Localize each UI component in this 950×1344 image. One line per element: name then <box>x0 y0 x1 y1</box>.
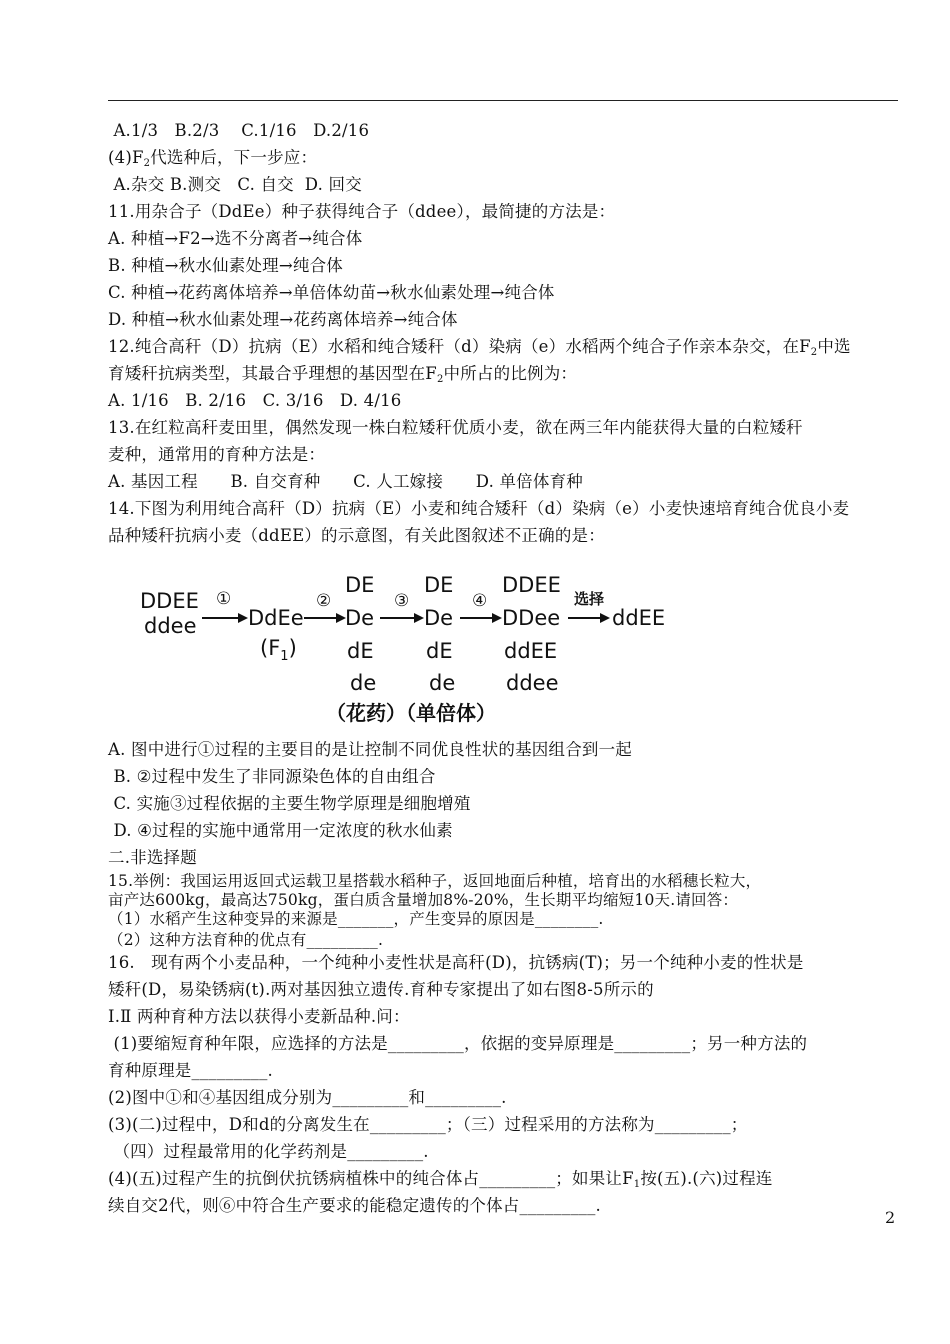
text-line: 续自交2代，则⑥中符合生产要求的能稳定遗传的个体占_________. <box>108 1196 601 1215</box>
parent-top: DDEE <box>140 589 199 613</box>
page-number: 2 <box>885 1208 896 1227</box>
text-line: (2)图中①和④基因组成分别为_________和_________. <box>108 1088 507 1107</box>
subscript: 1 <box>633 1179 641 1190</box>
text-line: A.杂交 B.测交 C. 自交 D. 回交 <box>108 175 362 194</box>
pollen-2: De <box>345 606 375 630</box>
haploid-2: De <box>424 606 454 630</box>
text-line <box>108 336 908 364</box>
doubled-1: DDEE <box>502 573 561 597</box>
text-line: C. 实施③过程依据的主要生物学原理是细胞增殖 <box>108 794 471 813</box>
text-line: D. 种植→秋水仙素处理→花药离体培养→纯合体 <box>108 310 458 329</box>
doubled-2: DDee <box>502 606 561 630</box>
text-line: 育种原理是_________. <box>108 1061 273 1080</box>
haploid-3: dE <box>426 639 453 663</box>
text-line: (3)(二)过程中，D和d的分离发生在_________；（三）过程采用的方法称为_________； <box>108 1115 748 1134</box>
subscript: 2 <box>810 347 818 358</box>
line-text-before-subscript: (4)(五)过程产生的抗倒伏抗锈病植株中的纯合体占_________；如果让F <box>108 1169 634 1188</box>
text-line: 11.用杂合子（DdEe）种子获得纯合子（ddee），最简捷的方法是： <box>108 202 616 221</box>
text-line: C. 种植→花药离体培养→单倍体幼苗→秋水仙素处理→纯合体 <box>108 283 555 302</box>
text-line: （四）过程最常用的化学药剂是_________. <box>108 1142 429 1161</box>
text-line: 品种矮秆抗病小麦（ddEE）的示意图，有关此图叙述不正确的是： <box>108 526 605 545</box>
text-line: 亩产达600kg，最高达750kg，蛋白质含量增加8%-20%，生长期平均缩短10天.请回答： <box>108 891 739 909</box>
pollen-3: dE <box>347 639 374 663</box>
select-label: 选择 <box>574 590 605 608</box>
arrow-3-head <box>414 613 424 623</box>
text-line: 16. 现有两个小麦品种，一个纯种小麦性状是高秆(D)，抗锈病(T)；另一个纯种小麦的性状是 <box>108 953 804 972</box>
text-line: A.1/3 B.2/3 C.1/16 D.2/16 <box>108 121 370 140</box>
line-text-before-subscript: 12.纯合高秆（D）抗病（E）水稻和纯合矮秆（d）染病（e）水稻两个纯合子作亲本杂交，在F <box>108 337 811 356</box>
text-line: A. 基因工程 B. 自交育种 C. 人工嫁接 D. 单倍体育种 <box>108 472 583 491</box>
text-line: B. ②过程中发生了非同源染色体的自由组合 <box>108 767 436 786</box>
doubled-3: ddEE <box>504 639 558 663</box>
text-line <box>108 1168 908 1196</box>
line-text-before-subscript: 育矮秆抗病类型，其最合乎理想的基因型在F <box>108 364 437 383</box>
result-genotype: ddEE <box>612 606 666 630</box>
step-4-marker: ④ <box>472 591 488 611</box>
parent-bottom: ddee <box>144 614 197 638</box>
haploid-1: DE <box>424 573 454 597</box>
line-text-after-subscript: 代选种后，下一步应： <box>150 148 318 167</box>
text-line: 麦种，通常用的育种方法是： <box>108 445 326 464</box>
text-line: （2）这种方法育种的优点有_________. <box>108 931 384 949</box>
text-line: A. 种植→F2→选不分离者→纯合体 <box>108 229 363 248</box>
pollen-4: de <box>350 671 377 695</box>
text-line: A. 图中进行①过程的主要目的是让控制不同优良性状的基因组合到一起 <box>108 740 633 759</box>
arrow-4-head <box>492 613 502 623</box>
text-line: Ⅰ.Ⅱ 两种育种方法以获得小麦新品种.问： <box>108 1007 410 1026</box>
text-line <box>108 147 908 175</box>
doubled-4: ddee <box>506 671 559 695</box>
text-line: (1)要缩短育种年限，应选择的方法是_________，依据的变异原理是_________；另一种方法的 <box>108 1034 808 1053</box>
step-1-marker: ① <box>216 589 232 609</box>
step-2-marker: ② <box>316 591 332 611</box>
f1-label: $(F_1)$ <box>260 636 297 664</box>
pollen-1: DE <box>345 573 375 597</box>
line-text-after-subscript: 中所占的比例为： <box>443 364 578 383</box>
text-line: 二.非选择题 <box>108 848 197 867</box>
text-line: 矮秆(D，易染锈病(t).两对基因独立遗传.育种专家提出了如右图8-5所示的 <box>108 980 654 999</box>
text-line: A. 1/16 B. 2/16 C. 3/16 D. 4/16 <box>108 391 402 410</box>
text-line: 14.下图为利用纯合高秆（D）抗病（E）小麦和纯合矮秆（d）染病（e）小麦快速培育纯合优良小麦 <box>108 499 850 518</box>
breeding-diagram <box>140 570 680 725</box>
diagram-caption: （花药）（单倍体） <box>326 701 496 725</box>
text-line: 15.举例：我国运用返回式运载卫星搭载水稻种子，返回地面后种植，培育出的水稻穗长粒大， <box>108 872 762 890</box>
header-rule <box>108 100 898 101</box>
text-line: D. ④过程的实施中通常用一定浓度的秋水仙素 <box>108 821 453 840</box>
text-line: B. 种植→秋水仙素处理→纯合体 <box>108 256 343 275</box>
arrow-5-head <box>600 613 610 623</box>
step-3-marker: ③ <box>394 591 410 611</box>
subscript: 2 <box>436 374 444 385</box>
f1-genotype: DdEe <box>248 606 304 630</box>
haploid-4: de <box>429 671 456 695</box>
subscript: 2 <box>143 158 151 169</box>
line-text-before-subscript: (4)F <box>108 148 144 167</box>
line-text-after-subscript: 中选 <box>817 337 851 356</box>
line-text-after-subscript: 按(五).(六)过程连 <box>640 1169 773 1188</box>
arrow-1-head <box>238 613 248 623</box>
text-line: 13.在红粒高秆麦田里，偶然发现一株白粒矮秆优质小麦，欲在两三年内能获得大量的白粒矮秆 <box>108 418 803 437</box>
text-line <box>108 363 908 391</box>
text-line: （1）水稻产生这种变异的来源是_______，产生变异的原因是________. <box>108 910 604 928</box>
